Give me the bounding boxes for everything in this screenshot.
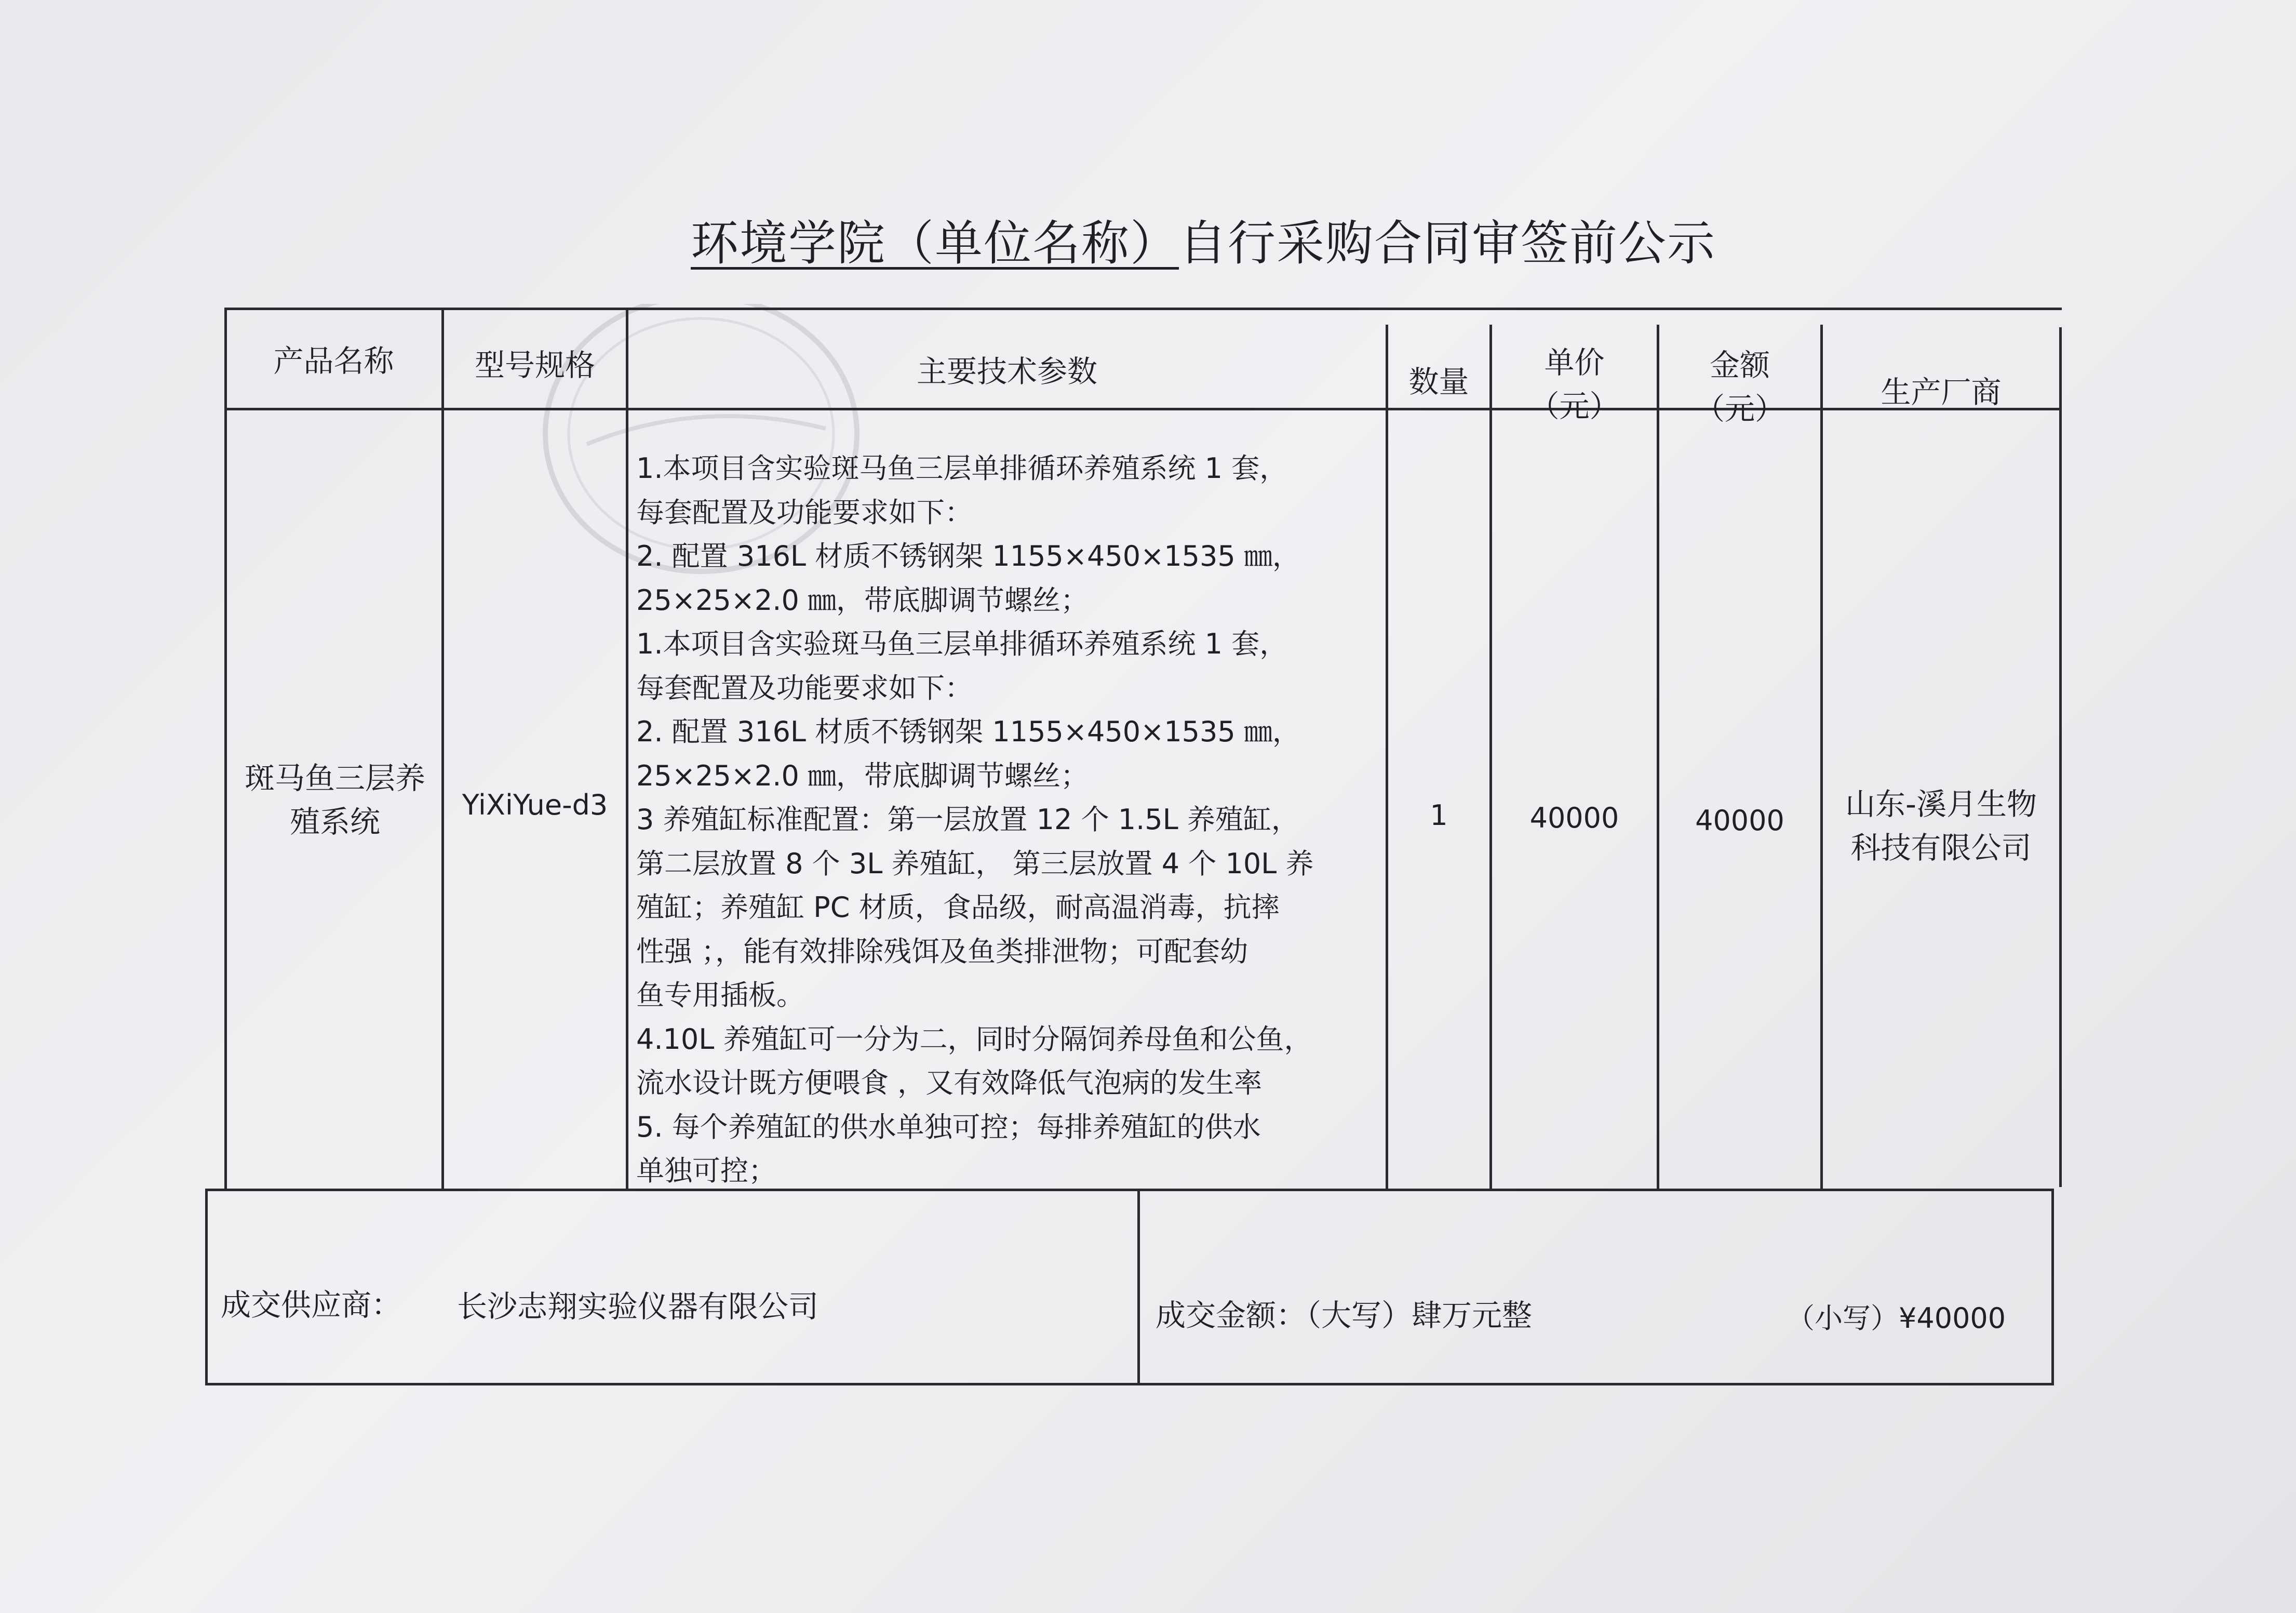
header-model: 型号规格 bbox=[474, 347, 595, 383]
col-line-4 bbox=[1489, 325, 1492, 1190]
document-title bbox=[691, 205, 1716, 274]
header-quantity: 数量 bbox=[1408, 364, 1469, 399]
param-line: 1.本项目含实验斑马鱼三层单排循环养殖系统 1 套， bbox=[636, 452, 1288, 485]
unit-price-cell: 40000 bbox=[1529, 802, 1619, 834]
param-line: 4.10L 养殖缸可一分为二，同时分隔饲养母鱼和公鱼， bbox=[636, 1022, 1312, 1056]
param-line: 第二层放置 8 个 3L 养殖缸， 第三层放置 4 个 10L 养 bbox=[636, 847, 1314, 880]
param-line: 单独可控； bbox=[636, 1154, 776, 1187]
table-border-top bbox=[226, 308, 2062, 310]
footer-right-border bbox=[2051, 1189, 2054, 1385]
amount-cell: 40000 bbox=[1695, 804, 1784, 837]
col-line-6 bbox=[1820, 325, 1823, 1190]
param-line: 1.本项目含实验斑马鱼三层单排循环养殖系统 1 套， bbox=[636, 628, 1288, 660]
title-text: 自行采购合同审签前公示 bbox=[1179, 216, 1716, 271]
header-manufacturer: 生产厂商 bbox=[1881, 375, 2002, 410]
param-line: 2. 配置 316L 材质不锈钢架 1155×450×1535 ㎜， bbox=[636, 540, 1300, 572]
title-unit-name: 环境学院（单位名称） bbox=[691, 216, 1179, 271]
header-unit-price: 单价 （元） bbox=[1529, 345, 1620, 424]
param-line: 25×25×2.0 ㎜，带底脚调节螺丝； bbox=[636, 759, 1089, 792]
col-line-2 bbox=[626, 308, 628, 1191]
supplier-name: 长沙志翔实验仪器有限公司 bbox=[457, 1289, 819, 1324]
header-tech-params: 主要技术参数 bbox=[916, 354, 1097, 389]
product-name-cell: 斑马鱼三层养 殖系统 bbox=[244, 761, 425, 839]
table-border-bottom bbox=[205, 1383, 2054, 1385]
param-line: 25×25×2.0 ㎜，带底脚调节螺丝； bbox=[636, 583, 1089, 617]
supplier-label: 成交供应商： bbox=[221, 1287, 402, 1323]
manufacturer-cell: 山东-溪月生物 科技有限公司 bbox=[1845, 786, 2037, 865]
param-line: 3 养殖缸标准配置：第一层放置 12 个 1.5L 养殖缸， bbox=[636, 803, 1299, 836]
param-line: 性强 ；，能有效排除残饵及鱼类排泄物；可配套幼 bbox=[636, 935, 1248, 968]
model-cell: YiXiYue-d3 bbox=[462, 789, 608, 821]
param-line: 每套配置及功能要求如下： bbox=[636, 496, 973, 529]
tech-params-cell bbox=[636, 447, 1389, 1193]
col-line-5 bbox=[1657, 325, 1659, 1190]
param-line: 殖缸；养殖缸 PC 材质，食品级，耐高温消毒，抗摔 bbox=[636, 891, 1280, 924]
param-line: 5. 每个养殖缸的供水单独可控；每排养殖缸的供水 bbox=[636, 1110, 1261, 1143]
deal-amount-small: （小写）¥40000 bbox=[1787, 1302, 2006, 1335]
param-line: 鱼专用插板。 bbox=[636, 979, 804, 1011]
param-line: 流水设计既方便喂食 ，又有效降低气泡病的发生率 bbox=[636, 1067, 1263, 1099]
deal-amount-label: 成交金额：（大写）肆万元整 bbox=[1156, 1298, 1533, 1333]
footer-left-border bbox=[205, 1189, 208, 1385]
param-line: 2. 配置 316L 材质不锈钢架 1155×450×1535 ㎜， bbox=[636, 715, 1300, 748]
header-amount: 金额 （元） bbox=[1694, 348, 1785, 426]
quantity-cell: 1 bbox=[1430, 799, 1448, 832]
header-product-name: 产品名称 bbox=[273, 343, 394, 379]
param-line: 每套配置及功能要求如下： bbox=[636, 671, 973, 704]
footer-mid-divider bbox=[1137, 1189, 1140, 1385]
col-line-7 bbox=[2059, 327, 2062, 1187]
